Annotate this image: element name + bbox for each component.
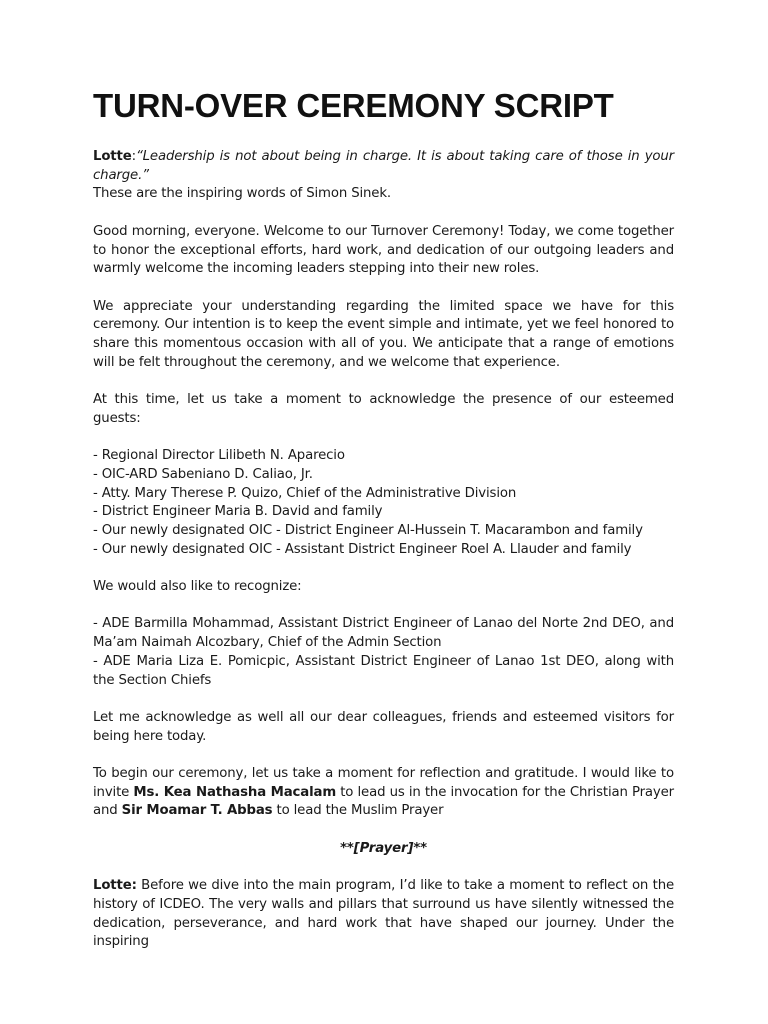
muslim-prayer-leader: Sir Moamar T. Abbas — [121, 803, 273, 819]
guest-item: - Atty. Mary Therese P. Quizo, Chief of the Administrative Division — [93, 485, 517, 501]
colleagues-paragraph: Let me acknowledge as well all our dear colleagues, friends and esteemed visitors for being here today. — [93, 709, 674, 744]
appreciation-paragraph: We appreciate your understanding regarding the limited space we have for this ceremony. Our intention is to keep the event simple and intimate, yet we feel honored to share this momentous occasion with all of you. We anticipate that a range of emotions will be felt throughout the ceremony, and we welcome that experience. — [93, 298, 674, 370]
document-title: TURN-OVER CEREMONY SCRIPT — [93, 87, 614, 124]
document-body — [93, 86, 674, 952]
prayer-cue: **[Prayer]** — [340, 840, 427, 856]
guest-item: - Regional Director Lilibeth N. Aparecio — [93, 448, 345, 464]
leadership-quote: “Leadership is not about being in charge. It is about taking care of those in your charge.” — [93, 149, 674, 183]
intro-quote-paragraph — [93, 148, 674, 185]
recognize-list — [93, 615, 674, 690]
speaker-label: Lotte: — [93, 878, 137, 894]
guest-list — [93, 447, 674, 559]
christian-prayer-leader: Ms. Kea Nathasha Macalam — [133, 784, 337, 800]
guest-item: - Our newly designated OIC - District Engineer Al-Hussein T. Macarambon and family — [93, 523, 643, 538]
guest-item: - District Engineer Maria B. David and family — [93, 504, 383, 520]
speaker-label: Lotte — [93, 149, 132, 164]
invocation-paragraph: To begin our ceremony, let us take a moment for reflection and gratitude. I would like to invite Ms. Kea Nathasha Macalam to lead us in the invocation for the Christian Prayer and Sir Moamar T. Abbas to lead the Muslim Prayer — [93, 766, 674, 819]
guest-item: - OIC-ARD Sabeniano D. Caliao, Jr. — [93, 466, 313, 482]
welcome-paragraph: Good morning, everyone. Welcome to our Turnover Ceremony! Today, we come together to honor the exceptional efforts, hard work, and dedication of our outgoing leaders and warmly welcome the incoming leaders stepping into their new roles. — [93, 223, 674, 277]
guest-item: - Our newly designated OIC - Assistant District Engineer Roel A. Llauder and family — [93, 541, 632, 557]
quote-attribution: These are the inspiring words of Simon Sinek. — [93, 186, 391, 202]
history-paragraph: Lotte: Before we dive into the main program, I’d like to take a moment to reflect on the history of ICDEO. The very walls and pillars that surround us have silently witnessed the dedication, perseverance, and hard work that have shaped our journey. Under the inspiring — [93, 878, 674, 950]
recognize-item: - ADE Barmilla Mohammad, Assistant District Engineer of Lanao del Norte 2nd DEO, and Ma’am Naimah Alcozbary, Chief of the Admin Section — [93, 616, 674, 651]
guests-intro: At this time, let us take a moment to acknowledge the presence of our esteemed guests: — [93, 392, 674, 426]
speaker-colon: : — [131, 149, 136, 164]
recognize-intro: We would also like to recognize: — [93, 579, 302, 595]
recognize-item: - ADE Maria Liza E. Pomicpic, Assistant District Engineer of Lanao 1st DEO, along with the Section Chiefs — [93, 653, 674, 688]
